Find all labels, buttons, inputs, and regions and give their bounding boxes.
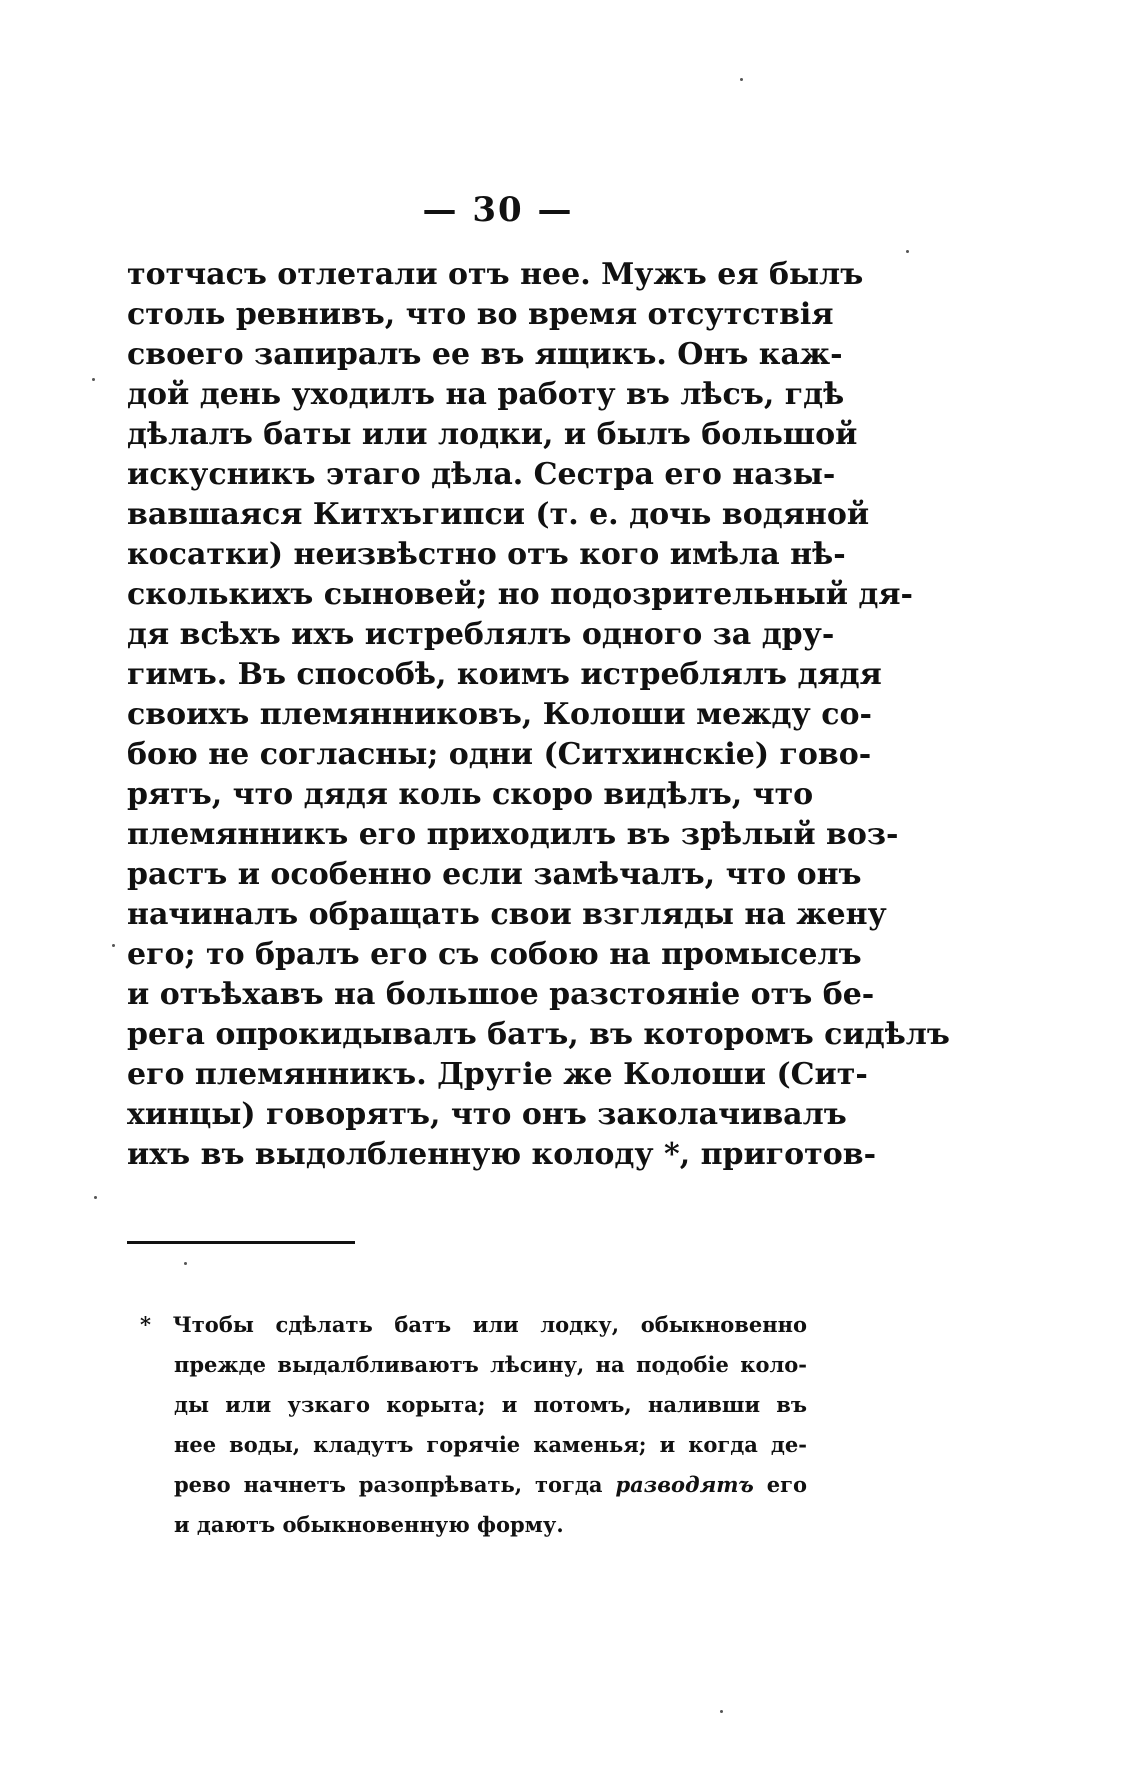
text-line: дѣлалъ баты или лодки, и былъ большой xyxy=(127,417,858,452)
scan-speck xyxy=(740,78,743,81)
scan-speck xyxy=(94,1196,97,1199)
footnote-line-5-end: его xyxy=(766,1472,808,1497)
text-line: хинцы) говорятъ, что онъ заколачивалъ xyxy=(127,1097,847,1132)
footnote-line-5 xyxy=(140,1465,807,1505)
scan-speck xyxy=(720,1710,723,1713)
scan-speck xyxy=(112,944,115,947)
text-line: бою не согласны; одни (Ситхинскіе) гово- xyxy=(127,737,872,772)
text-line: его; то бралъ его съ собою на промыселъ xyxy=(127,937,862,972)
text-line: его племянникъ. Другіе же Колоши (Сит- xyxy=(127,1057,868,1092)
text-line: племянникъ его приходилъ въ зрѣлый воз- xyxy=(127,817,899,852)
text-line: своихъ племянниковъ, Колоши между со- xyxy=(127,697,872,732)
text-line: и отъѣхавъ на большое разстояніе отъ бе- xyxy=(127,977,875,1012)
text-line: своего запиралъ ее въ ящикъ. Онъ каж- xyxy=(127,337,843,372)
text-line: дой день уходилъ на работу въ лѣсъ, гдѣ xyxy=(127,377,845,412)
text-line: растъ и особенно если замѣчалъ, что онъ xyxy=(127,857,862,892)
footnote-line-3: ды или узкаго корыта; и потомъ, наливши въ xyxy=(174,1392,807,1417)
scan-speck xyxy=(184,1262,187,1265)
scan-speck xyxy=(906,250,909,253)
text-line: начиналъ обращать свои взгляды на жену xyxy=(127,897,887,932)
text-line: столь ревнивъ, что во время отсутствія xyxy=(127,297,834,332)
footnote-italic-word: разводятъ xyxy=(615,1472,754,1497)
text-line: вавшаяся Китхъгипси (т. е. дочь водяной xyxy=(127,497,870,532)
scan-speck xyxy=(92,378,95,381)
text-line: искусникъ этаго дѣла. Сестра его назы- xyxy=(127,457,836,492)
text-line: рятъ, что дядя коль скоро видѣлъ, что xyxy=(127,777,814,812)
text-line: дя всѣхъ ихъ истреблялъ одного за дру- xyxy=(127,617,835,652)
footnote-line-1-text: Чтобы сдѣлать батъ или лодку, обыкновенно xyxy=(172,1312,808,1337)
main-text-block xyxy=(127,255,950,1175)
text-line: тотчасъ отлетали отъ нее. Мужъ ея былъ xyxy=(127,257,864,292)
text-line: гимъ. Въ способѣ, коимъ истреблялъ дядя xyxy=(127,657,882,692)
text-line: косатки) неизвѣстно отъ кого имѣла нѣ- xyxy=(127,537,846,572)
page-number: — 30 — xyxy=(422,190,574,230)
footnote-marker: * xyxy=(140,1312,151,1337)
footnote-line-6: и даютъ обыкновенную форму. xyxy=(174,1512,564,1537)
footnote-separator-rule xyxy=(127,1241,355,1244)
footnote-line-1 xyxy=(140,1305,807,1345)
footnote-block xyxy=(140,1305,807,1545)
footnote-line-5-start: рево начнетъ разопрѣвать, тогда xyxy=(174,1472,603,1497)
text-line: рега опрокидывалъ батъ, въ которомъ сидѣлъ xyxy=(127,1017,950,1052)
footnote-line-4: нее воды, кладутъ горячіе каменья; и когда де- xyxy=(174,1432,807,1457)
text-line: сколькихъ сыновей; но подозрительный дя- xyxy=(127,577,914,612)
footnote-line-2: прежде выдалбливаютъ лѣсину, на подобіе коло- xyxy=(174,1352,807,1377)
text-line: ихъ въ выдолбленную колоду *, приготов- xyxy=(127,1137,877,1172)
